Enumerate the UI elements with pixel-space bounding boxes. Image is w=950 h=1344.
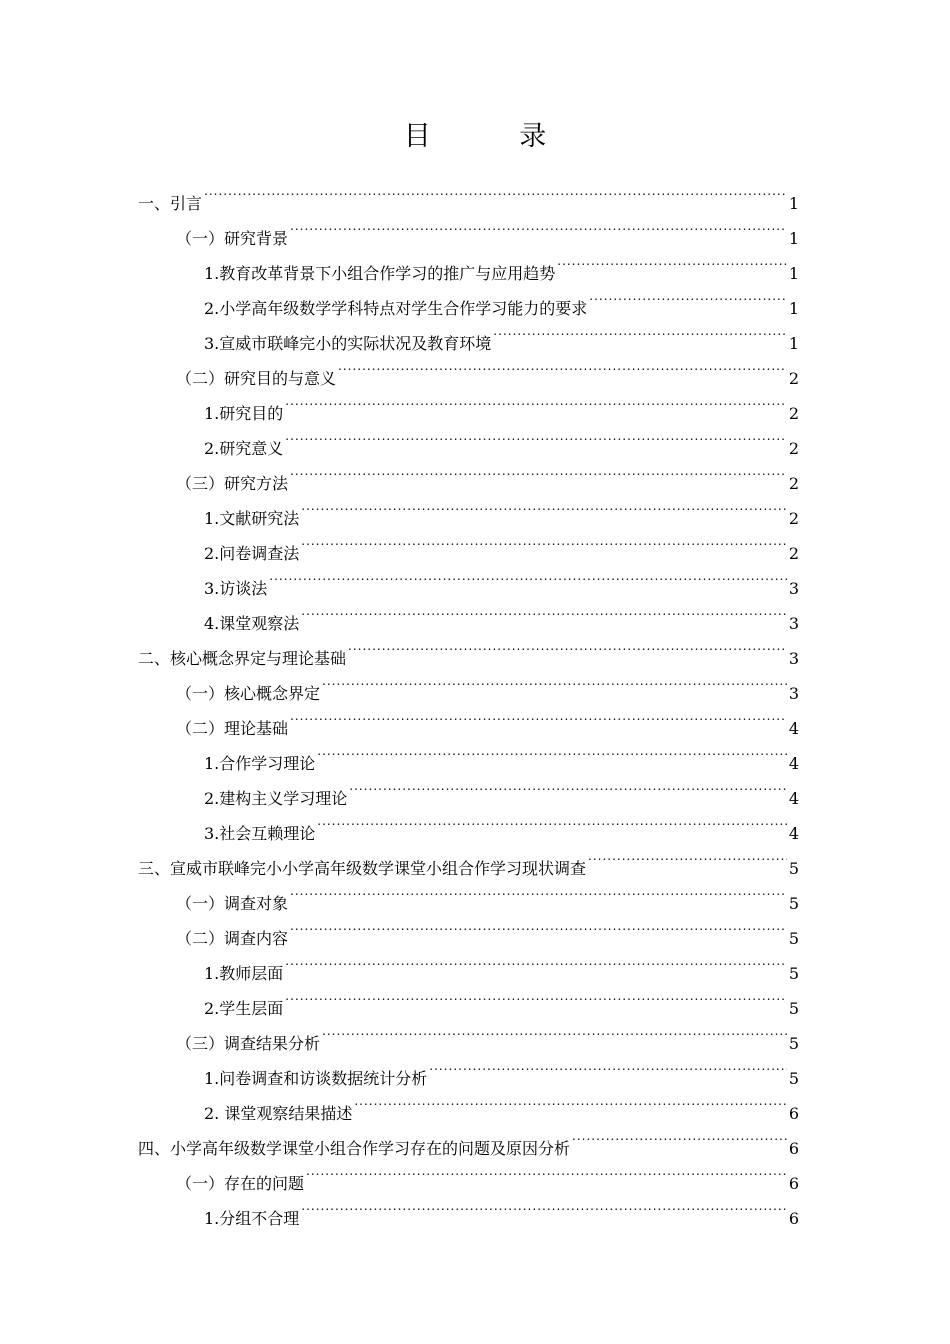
toc-entry-page-number: 6	[788, 1139, 799, 1158]
toc-entry-page-number: 2	[788, 509, 799, 528]
toc-entry-page-number: 6	[788, 1104, 799, 1123]
toc-entry-page-number: 1	[788, 264, 799, 283]
toc-entry-label: 1.教师层面	[204, 964, 284, 983]
toc-entry-label: （三）调查结果分析	[176, 1034, 321, 1053]
toc-entry-label: 三、宣威市联峰完小小学高年级数学课堂小组合作学习现状调查	[138, 859, 587, 878]
page-title: 目 录	[403, 121, 587, 152]
dot-leader	[290, 454, 787, 489]
dot-leader	[285, 419, 787, 454]
toc-entry-page-number: 5	[788, 964, 799, 983]
dot-leader	[290, 209, 787, 244]
toc-entry-page-number: 1	[788, 194, 799, 213]
dot-leader	[338, 349, 787, 384]
toc-entry-label: 1.研究目的	[204, 404, 284, 423]
dot-leader	[322, 1014, 787, 1049]
toc-entry-page-number: 6	[788, 1174, 799, 1193]
dot-leader	[572, 1119, 787, 1154]
toc-entry-label: 2.研究意义	[204, 439, 284, 458]
toc-entry-page-number: 3	[788, 579, 799, 598]
dot-leader	[204, 174, 787, 209]
toc-entry-label: 2.建构主义学习理论	[204, 789, 348, 808]
toc-entry-label: 1.文献研究法	[204, 509, 300, 528]
toc-entry-page-number: 5	[788, 859, 799, 878]
toc-entry-label: 3.访谈法	[204, 579, 268, 598]
toc-entry-label: （二）调查内容	[176, 929, 289, 948]
dot-leader	[557, 244, 787, 279]
dot-leader	[285, 384, 787, 419]
toc-entry-page-number: 2	[788, 474, 799, 493]
toc-entry-label: （二）理论基础	[176, 719, 289, 738]
dot-leader	[588, 839, 787, 874]
dot-leader	[290, 699, 787, 734]
toc-entry-page-number: 3	[788, 614, 799, 633]
table-of-contents	[138, 174, 799, 1228]
toc-entry-label: 2. 课堂观察结果描述	[204, 1104, 353, 1123]
toc-entry-label: 1.教育改革背景下小组合作学习的推广与应用趋势	[204, 264, 556, 283]
dot-leader	[354, 1084, 786, 1119]
toc-entry[interactable]	[138, 209, 799, 248]
dot-leader	[317, 734, 787, 769]
dot-leader	[429, 1049, 787, 1084]
dot-leader	[493, 314, 787, 349]
dot-leader	[285, 979, 787, 1014]
toc-entry-page-number: 6	[788, 1209, 799, 1228]
toc-entry-label: （三）研究方法	[176, 474, 289, 493]
toc-entry-label: 3.社会互赖理论	[204, 824, 316, 843]
toc-entry-label: 1.合作学习理论	[204, 754, 316, 773]
toc-entry-label: 1.分组不合理	[204, 1209, 300, 1228]
dot-leader	[301, 1189, 787, 1224]
toc-entry-page-number: 4	[788, 824, 799, 843]
toc-entry-label: 二、核心概念界定与理论基础	[138, 649, 347, 668]
dot-leader	[285, 944, 787, 979]
toc-entry-page-number: 5	[788, 1034, 799, 1053]
toc-entry-page-number: 2	[788, 404, 799, 423]
toc-entry-label: 1.问卷调查和访谈数据统计分析	[204, 1069, 428, 1088]
toc-entry-page-number: 2	[788, 544, 799, 563]
toc-entry-page-number: 5	[788, 929, 799, 948]
dot-leader	[301, 594, 787, 629]
toc-entry-page-number: 4	[788, 754, 799, 773]
toc-entry-label: 一、引言	[138, 194, 203, 213]
dot-leader	[290, 909, 787, 944]
dot-leader	[349, 769, 787, 804]
toc-entry-label: 2.小学高年级数学学科特点对学生合作学习能力的要求	[204, 299, 588, 318]
toc-entry-label: （一）研究背景	[176, 229, 289, 248]
toc-entry-label: （一）存在的问题	[176, 1174, 305, 1193]
dot-leader	[348, 629, 787, 664]
dot-leader	[322, 664, 787, 699]
toc-entry-page-number: 4	[788, 719, 799, 738]
toc-entry-label: 3.宣威市联峰完小的实际状况及教育环境	[204, 334, 492, 353]
dot-leader	[301, 489, 787, 524]
dot-leader	[589, 279, 787, 314]
toc-entry-page-number: 4	[788, 789, 799, 808]
toc-entry-page-number: 1	[788, 229, 799, 248]
toc-entry-page-number: 5	[788, 1069, 799, 1088]
dot-leader	[269, 559, 787, 594]
toc-entry-label: 2.问卷调查法	[204, 544, 300, 563]
toc-entry-page-number: 3	[788, 649, 799, 668]
dot-leader	[290, 874, 787, 909]
dot-leader	[301, 524, 787, 559]
toc-entry-page-number: 1	[788, 334, 799, 353]
toc-entry-label: 四、小学高年级数学课堂小组合作学习存在的问题及原因分析	[138, 1139, 571, 1158]
toc-entry-page-number: 2	[788, 369, 799, 388]
toc-entry-page-number: 2	[788, 439, 799, 458]
toc-entry-page-number: 1	[788, 299, 799, 318]
toc-entry-page-number: 5	[788, 894, 799, 913]
toc-entry-label: （一）调查对象	[176, 894, 289, 913]
toc-entry-page-number: 5	[788, 999, 799, 1018]
toc-entry-label: （二）研究目的与意义	[176, 369, 337, 388]
toc-entry-label: 2.学生层面	[204, 999, 284, 1018]
toc-entry[interactable]	[138, 174, 799, 213]
toc-entry-label: （一）核心概念界定	[176, 684, 321, 703]
dot-leader	[306, 1154, 787, 1189]
toc-entry-label: 4.课堂观察法	[204, 614, 300, 633]
dot-leader	[317, 804, 787, 839]
toc-entry-page-number: 3	[788, 684, 799, 703]
